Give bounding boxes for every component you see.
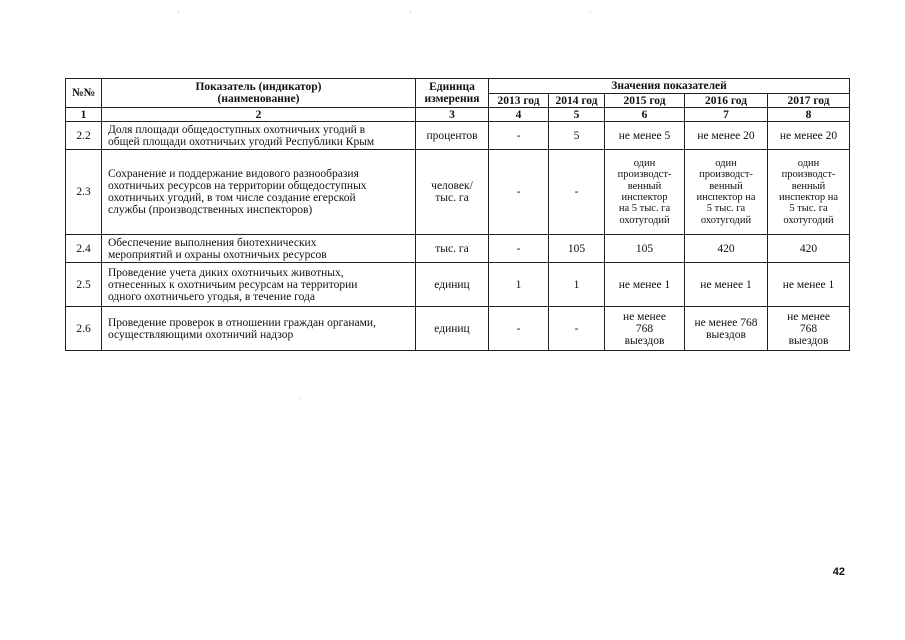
value-cell-line: - [516,242,521,255]
header-year: 2017 год [768,94,850,108]
header-year: 2014 год [549,94,605,108]
indicator-cell-line: общей площади охотничьих угодий Республики Крым [108,135,375,148]
value-cell [768,235,850,263]
value-cell-line: выездов [624,334,665,347]
indicator-cell-line: Проведение проверок в отношении граждан органами, [108,316,376,329]
row-number: 2.5 [66,263,102,307]
value-cell-line: не менее [787,310,830,323]
scan-speck [410,12,411,13]
value-cell [768,307,850,351]
value-cell-line: не менее 1 [700,278,752,291]
header-indicator-line: (наименование) [217,93,300,105]
indicator-cell-line: Доля площади общедоступных охотничьих угодий в [108,123,366,136]
value-cell [549,122,605,150]
header-unit-line: измерения [424,93,480,105]
value-cell-line: - [516,322,521,335]
indicator-cell-line: службы (производственных инспекторов) [108,204,313,216]
header-num: №№ [66,79,102,108]
value-cell-line: 420 [799,242,818,255]
value-cell [768,263,850,307]
column-number: 4 [489,108,549,122]
value-cell-line: охотугодий [619,214,670,226]
value-cell [685,263,768,307]
column-number: 3 [416,108,489,122]
unit-cell [416,263,489,307]
value-cell [605,122,685,150]
scan-speck [300,398,301,399]
indicator-cell-line: Сохранение и поддержание видового разнообразия [108,168,359,180]
value-cell-line: один [797,157,820,169]
value-cell-line: 768 [635,322,654,335]
row-number: 2.3 [66,150,102,235]
unit-cell [416,122,489,150]
indicator-cell-line: охотничьих ресурсов на территории общедоступных [108,180,367,192]
value-cell-line: не менее [623,310,666,323]
value-cell-line: 5 [573,129,580,142]
value-cell-line: производст- [699,169,753,181]
value-cell [489,122,549,150]
column-number: 7 [685,108,768,122]
value-cell-line: не менее 20 [779,129,838,142]
unit-cell-line: тыс. га [435,242,469,255]
indicators-table [65,78,850,351]
indicator-cell-line: одного охотничьего угодья, в течение года [108,290,315,303]
value-cell-line: - [516,129,521,142]
value-cell-line: венный [791,180,826,192]
table-row [66,150,850,235]
value-cell-line: 5 тыс. га [706,203,746,215]
value-cell-line: охотугодий [700,214,752,226]
value-cell-line: инспектор на [696,192,756,203]
value-cell [489,235,549,263]
header-unit-line: Единица [429,81,475,93]
value-cell [549,307,605,351]
unit-cell-line: процентов [426,129,478,142]
value-cell-line: не менее 20 [697,129,755,142]
unit-cell-line: тыс. га [435,192,469,204]
indicator-cell [102,307,416,351]
value-cell-line: на 5 тыс. га [618,203,671,215]
indicator-cell [102,150,416,235]
value-cell-line: 1 [515,278,522,291]
unit-cell [416,307,489,351]
table-body [66,122,850,351]
indicator-cell-line: охотничьих угодий, в том числе создание егерской [108,192,356,204]
value-cell [549,235,605,263]
column-number: 8 [768,108,850,122]
value-cell-line: один [633,157,656,169]
column-number: 5 [549,108,605,122]
header-indicator-line: Показатель (индикатор) [195,81,322,93]
value-cell-line: не менее 768 [694,316,758,329]
value-cell [605,150,685,235]
column-number-row [66,108,850,122]
value-cell [605,235,685,263]
value-cell [489,263,549,307]
value-cell-line: не менее 1 [782,278,835,291]
value-cell-line: инспектор [621,192,668,203]
indicator-cell-line: мероприятий и охраны охотничьих ресурсов [108,248,327,261]
value-cell-line: инспектор на [779,192,839,203]
row-number: 2.4 [66,235,102,263]
value-cell-line: - [574,322,579,335]
table-row [66,307,850,351]
value-cell-line: производст- [617,169,672,181]
value-cell-line: не менее 1 [618,278,671,291]
value-cell-line: венный [709,180,743,192]
value-cell [605,307,685,351]
column-number: 2 [102,108,416,122]
value-cell [549,263,605,307]
indicator-cell [102,122,416,150]
value-cell-line: венный [627,180,662,192]
indicator-cell-line: отнесенных к охотничьим ресурсам на территории [108,278,358,291]
row-number: 2.2 [66,122,102,150]
value-cell-line: производст- [781,169,836,181]
value-cell [685,235,768,263]
unit-cell [416,235,489,263]
value-cell-line: - [516,186,521,198]
indicator-cell-line: Проведение учета диких охотничьих животных, [108,266,344,279]
value-cell [685,307,768,351]
page-number: 42 [832,566,845,578]
value-cell-line: 1 [573,278,580,291]
scan-speck [590,12,591,13]
value-cell-line: охотугодий [783,214,834,226]
value-cell-line: 420 [717,242,735,255]
value-cell [489,307,549,351]
table-row [66,263,850,307]
indicator-cell-line: осуществляющими охотничий надзор [108,328,294,341]
value-cell [768,150,850,235]
value-cell [489,150,549,235]
column-number: 6 [605,108,685,122]
unit-cell-line: единиц [434,322,470,335]
value-cell-line: - [574,186,579,198]
header-year: 2015 год [605,94,685,108]
column-number: 1 [66,108,102,122]
value-cell [685,150,768,235]
value-cell [768,122,850,150]
value-cell-line: не менее 5 [618,129,671,142]
value-cell-line: 5 тыс. га [789,203,828,215]
indicator-cell-line: Обеспечение выполнения биотехнических [108,236,317,249]
indicator-cell [102,235,416,263]
header-year: 2016 год [685,94,768,108]
table-row [66,235,850,263]
scan-speck [178,12,179,13]
value-cell-line: 105 [567,242,586,255]
value-cell [685,122,768,150]
table-row [66,122,850,150]
header-values: Значения показателей [489,79,850,94]
indicator-cell [102,263,416,307]
unit-cell-line: человек/ [431,180,473,192]
value-cell-line: выездов [788,334,829,347]
row-number: 2.6 [66,307,102,351]
value-cell-line: 768 [799,322,818,335]
value-cell [549,150,605,235]
value-cell-line: один [715,157,737,169]
header-indicator [102,79,416,108]
header-row-top [66,79,850,94]
header-unit [416,79,489,108]
unit-cell-line: единиц [434,278,470,291]
header-year: 2013 год [489,94,549,108]
value-cell-line: выездов [706,328,746,341]
unit-cell [416,150,489,235]
value-cell [605,263,685,307]
value-cell-line: 105 [635,242,654,255]
